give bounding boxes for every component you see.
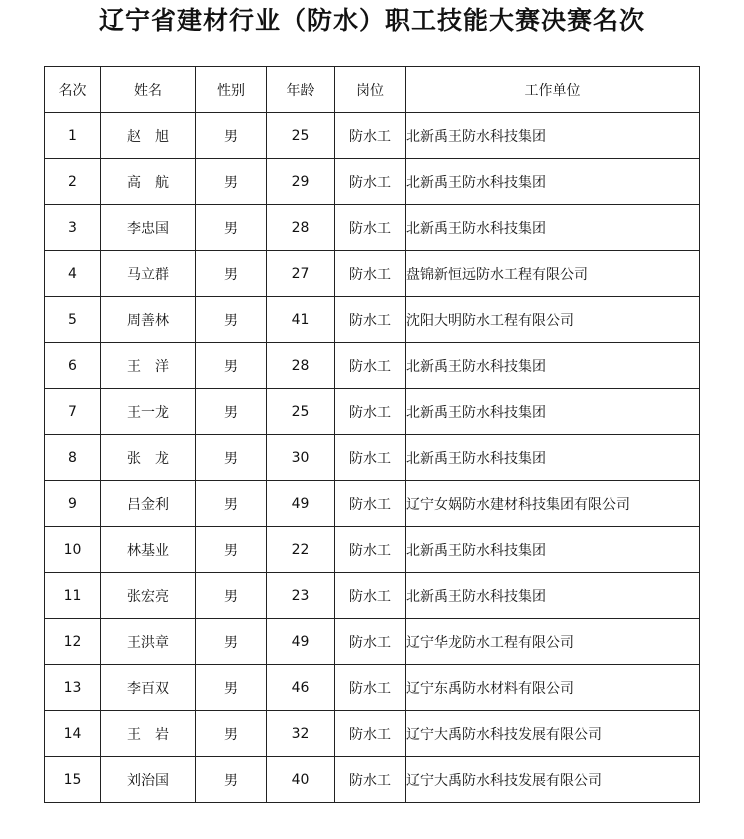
cell-gender: 男 — [196, 573, 267, 619]
cell-gender: 男 — [196, 159, 267, 205]
cell-post: 防水工 — [335, 619, 406, 665]
table-row — [45, 711, 700, 757]
table-row — [45, 481, 700, 527]
cell-rank: 3 — [45, 205, 101, 251]
cell-unit: 北新禹王防水科技集团 — [406, 159, 700, 205]
table-row — [45, 665, 700, 711]
cell-gender: 男 — [196, 711, 267, 757]
cell-post: 防水工 — [335, 389, 406, 435]
cell-gender: 男 — [196, 481, 267, 527]
cell-age: 49 — [267, 619, 335, 665]
cell-post: 防水工 — [335, 251, 406, 297]
table-row — [45, 343, 700, 389]
table-row — [45, 619, 700, 665]
cell-age: 41 — [267, 297, 335, 343]
cell-age: 23 — [267, 573, 335, 619]
cell-age: 25 — [267, 113, 335, 159]
cell-unit: 沈阳大明防水工程有限公司 — [406, 297, 700, 343]
cell-unit: 北新禹王防水科技集团 — [406, 343, 700, 389]
cell-gender: 男 — [196, 389, 267, 435]
cell-post: 防水工 — [335, 481, 406, 527]
cell-rank: 8 — [45, 435, 101, 481]
table-body — [45, 113, 700, 803]
cell-gender: 男 — [196, 251, 267, 297]
cell-name: 王 岩 — [101, 711, 196, 757]
cell-age: 49 — [267, 481, 335, 527]
cell-rank: 5 — [45, 297, 101, 343]
cell-name: 赵 旭 — [101, 113, 196, 159]
cell-rank: 13 — [45, 665, 101, 711]
cell-age: 30 — [267, 435, 335, 481]
cell-gender: 男 — [196, 343, 267, 389]
cell-age: 29 — [267, 159, 335, 205]
cell-age: 28 — [267, 343, 335, 389]
cell-age: 28 — [267, 205, 335, 251]
cell-rank: 4 — [45, 251, 101, 297]
cell-post: 防水工 — [335, 573, 406, 619]
cell-rank: 12 — [45, 619, 101, 665]
cell-gender: 男 — [196, 527, 267, 573]
cell-unit: 辽宁华龙防水工程有限公司 — [406, 619, 700, 665]
cell-name: 李百双 — [101, 665, 196, 711]
cell-age: 27 — [267, 251, 335, 297]
cell-age: 40 — [267, 757, 335, 803]
cell-gender: 男 — [196, 665, 267, 711]
table-row — [45, 389, 700, 435]
table-row — [45, 527, 700, 573]
cell-name: 王洪章 — [101, 619, 196, 665]
header-age: 年龄 — [267, 67, 335, 113]
cell-unit: 北新禹王防水科技集团 — [406, 527, 700, 573]
cell-post: 防水工 — [335, 665, 406, 711]
cell-gender: 男 — [196, 435, 267, 481]
cell-rank: 14 — [45, 711, 101, 757]
cell-post: 防水工 — [335, 435, 406, 481]
cell-unit: 辽宁大禹防水科技发展有限公司 — [406, 711, 700, 757]
cell-unit: 北新禹王防水科技集团 — [406, 205, 700, 251]
table-row — [45, 435, 700, 481]
cell-name: 王 洋 — [101, 343, 196, 389]
cell-rank: 15 — [45, 757, 101, 803]
cell-rank: 6 — [45, 343, 101, 389]
cell-rank: 7 — [45, 389, 101, 435]
cell-unit: 盘锦新恒远防水工程有限公司 — [406, 251, 700, 297]
header-post: 岗位 — [335, 67, 406, 113]
cell-gender: 男 — [196, 205, 267, 251]
cell-unit: 北新禹王防水科技集团 — [406, 389, 700, 435]
header-rank: 名次 — [45, 67, 101, 113]
cell-name: 张 龙 — [101, 435, 196, 481]
table-row — [45, 205, 700, 251]
cell-gender: 男 — [196, 297, 267, 343]
cell-name: 林基业 — [101, 527, 196, 573]
cell-age: 46 — [267, 665, 335, 711]
cell-gender: 男 — [196, 619, 267, 665]
header-name: 姓名 — [101, 67, 196, 113]
cell-rank: 11 — [45, 573, 101, 619]
cell-unit: 辽宁大禹防水科技发展有限公司 — [406, 757, 700, 803]
cell-unit: 辽宁东禹防水材料有限公司 — [406, 665, 700, 711]
cell-name: 张宏亮 — [101, 573, 196, 619]
cell-unit: 辽宁女娲防水建材科技集团有限公司 — [406, 481, 700, 527]
cell-post: 防水工 — [335, 757, 406, 803]
cell-unit: 北新禹王防水科技集团 — [406, 435, 700, 481]
table-row — [45, 297, 700, 343]
table-header-row — [45, 67, 700, 113]
table-row — [45, 573, 700, 619]
ranking-table — [44, 66, 700, 803]
cell-rank: 2 — [45, 159, 101, 205]
cell-post: 防水工 — [335, 343, 406, 389]
cell-post: 防水工 — [335, 297, 406, 343]
cell-name: 李忠国 — [101, 205, 196, 251]
table-row — [45, 757, 700, 803]
cell-post: 防水工 — [335, 113, 406, 159]
cell-post: 防水工 — [335, 711, 406, 757]
table-row — [45, 159, 700, 205]
cell-post: 防水工 — [335, 159, 406, 205]
header-gender: 性别 — [196, 67, 267, 113]
cell-name: 刘治国 — [101, 757, 196, 803]
cell-name: 周善林 — [101, 297, 196, 343]
header-unit: 工作单位 — [406, 67, 700, 113]
cell-rank: 1 — [45, 113, 101, 159]
cell-age: 22 — [267, 527, 335, 573]
cell-post: 防水工 — [335, 527, 406, 573]
cell-name: 高 航 — [101, 159, 196, 205]
cell-name: 吕金利 — [101, 481, 196, 527]
cell-age: 32 — [267, 711, 335, 757]
cell-gender: 男 — [196, 113, 267, 159]
cell-age: 25 — [267, 389, 335, 435]
cell-rank: 9 — [45, 481, 101, 527]
cell-name: 王一龙 — [101, 389, 196, 435]
cell-rank: 10 — [45, 527, 101, 573]
table-row — [45, 251, 700, 297]
table-row — [45, 113, 700, 159]
cell-post: 防水工 — [335, 205, 406, 251]
cell-unit: 北新禹王防水科技集团 — [406, 113, 700, 159]
page-title: 辽宁省建材行业（防水）职工技能大赛决赛名次 — [98, 6, 645, 35]
cell-name: 马立群 — [101, 251, 196, 297]
cell-gender: 男 — [196, 757, 267, 803]
cell-unit: 北新禹王防水科技集团 — [406, 573, 700, 619]
